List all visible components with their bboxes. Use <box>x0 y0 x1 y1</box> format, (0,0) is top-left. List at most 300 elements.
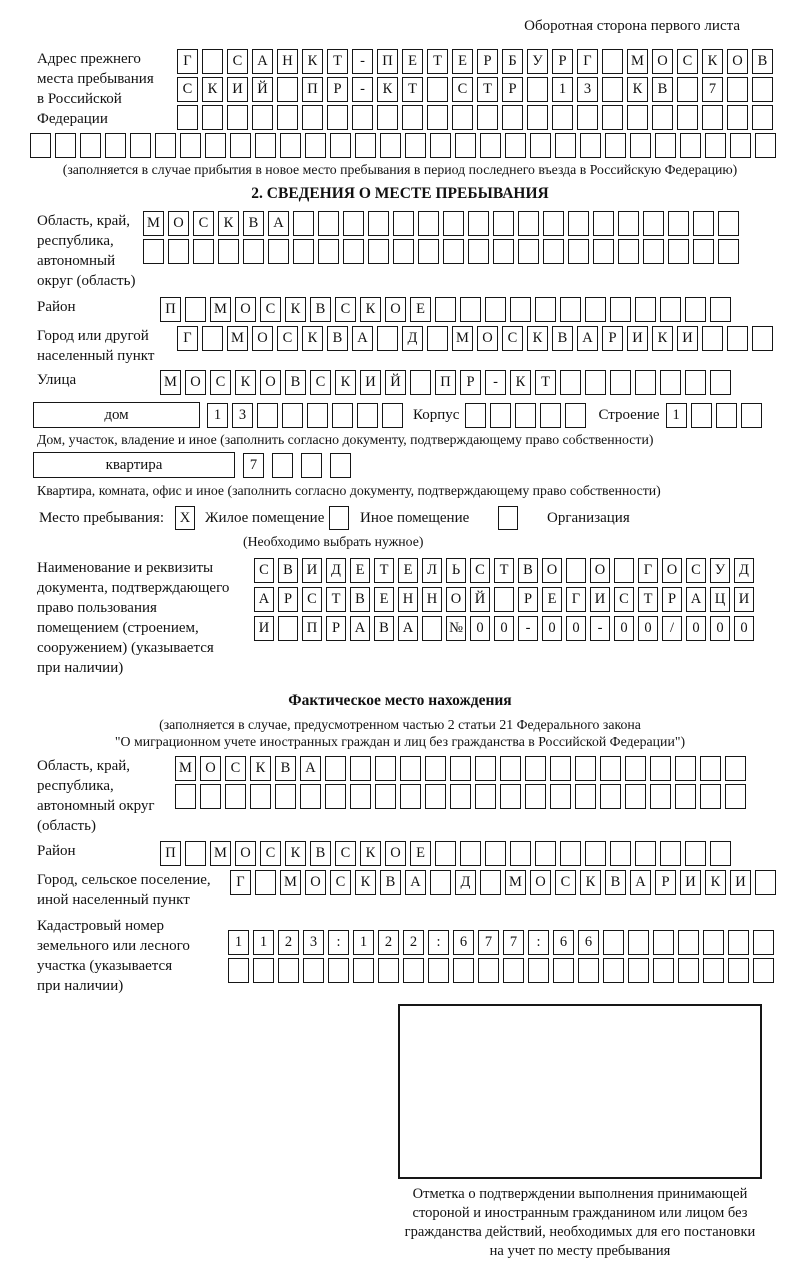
char-cell <box>628 930 649 955</box>
char-cell <box>600 756 621 781</box>
region-field <box>37 211 800 291</box>
char-cell <box>400 784 421 809</box>
char-cell <box>578 958 599 983</box>
char-cell <box>218 239 239 264</box>
apartment-caption: Квартира, комната, офис и иное (заполнить согласно документу, подтверждающему право собственности) <box>37 483 661 498</box>
char-cell <box>302 105 323 130</box>
char-cell: Р <box>502 77 523 102</box>
char-cell: Р <box>518 587 538 612</box>
char-cell <box>255 133 276 158</box>
char-cell: И <box>227 77 248 102</box>
apartment-box-label: квартира <box>33 452 235 478</box>
char-cell <box>465 403 486 428</box>
char-cell <box>568 239 589 264</box>
char-cell <box>710 841 731 866</box>
char-cell: : <box>328 930 349 955</box>
char-cell <box>353 958 374 983</box>
char-cell: 1 <box>253 930 274 955</box>
actual-city-row <box>230 870 776 895</box>
char-cell <box>553 958 574 983</box>
street-field <box>37 370 800 395</box>
char-cell <box>693 211 714 236</box>
char-cell <box>230 133 251 158</box>
char-cell <box>535 841 556 866</box>
char-cell <box>603 930 624 955</box>
char-cell: К <box>235 370 256 395</box>
cadastre-field <box>37 916 800 996</box>
char-cell: О <box>200 756 221 781</box>
char-cell <box>660 370 681 395</box>
region-row-2 <box>143 239 739 264</box>
char-cell <box>543 239 564 264</box>
char-cell <box>725 784 746 809</box>
char-cell: Р <box>278 587 298 612</box>
char-cell: К <box>302 49 323 74</box>
char-cell <box>585 841 606 866</box>
char-cell <box>368 211 389 236</box>
char-cell <box>602 105 623 130</box>
actual-district-field <box>37 841 800 866</box>
char-cell <box>680 133 701 158</box>
char-cell: И <box>730 870 751 895</box>
char-cell: Р <box>552 49 573 74</box>
char-cell <box>375 784 396 809</box>
char-cell: - <box>590 616 610 641</box>
actual-district-label: Район <box>37 843 76 859</box>
char-cell: Т <box>326 587 346 612</box>
char-cell <box>282 403 303 428</box>
actual-region-row-1 <box>175 756 746 781</box>
char-cell <box>427 105 448 130</box>
char-cell: К <box>302 326 323 351</box>
char-cell <box>255 870 276 895</box>
actual-district-row <box>160 841 731 866</box>
char-cell <box>418 239 439 264</box>
char-cell: 0 <box>686 616 706 641</box>
char-cell <box>493 239 514 264</box>
char-cell: 1 <box>207 403 228 428</box>
char-cell: Т <box>327 49 348 74</box>
char-cell <box>580 133 601 158</box>
char-cell: Т <box>477 77 498 102</box>
char-cell: В <box>243 211 264 236</box>
char-cell <box>403 958 424 983</box>
char-cell <box>443 239 464 264</box>
char-cell <box>703 958 724 983</box>
char-cell <box>477 105 498 130</box>
char-cell: О <box>385 841 406 866</box>
char-cell <box>455 133 476 158</box>
char-cell: - <box>352 77 373 102</box>
actual-location-title: Фактическое место нахождения <box>288 692 512 709</box>
char-cell: Н <box>422 587 442 612</box>
char-cell <box>755 870 776 895</box>
char-cell <box>328 958 349 983</box>
char-cell <box>752 326 773 351</box>
char-cell: В <box>605 870 626 895</box>
char-cell <box>30 133 51 158</box>
char-cell: П <box>302 77 323 102</box>
char-cell <box>280 133 301 158</box>
city-label: Город или другой населенный пункт <box>37 328 155 364</box>
char-cell: Т <box>494 558 514 583</box>
stay-type-checkbox-other <box>329 506 349 530</box>
char-cell: С <box>686 558 706 583</box>
char-cell <box>678 958 699 983</box>
char-cell <box>143 239 164 264</box>
char-cell <box>730 133 751 158</box>
char-cell <box>253 958 274 983</box>
region-label: Область, край, республика, автономный округ (область) <box>37 213 136 289</box>
char-cell <box>575 784 596 809</box>
char-cell <box>460 841 481 866</box>
korpus-cells <box>465 403 586 428</box>
char-cell: Т <box>638 587 658 612</box>
char-cell <box>555 133 576 158</box>
char-cell <box>402 105 423 130</box>
char-cell: К <box>285 841 306 866</box>
char-cell <box>605 133 626 158</box>
document-row-3 <box>254 616 754 641</box>
cadastre-row-1 <box>228 930 774 955</box>
region-row-1 <box>143 211 739 236</box>
char-cell <box>225 784 246 809</box>
char-cell <box>475 784 496 809</box>
char-cell: 0 <box>494 616 514 641</box>
char-cell: К <box>360 841 381 866</box>
char-cell <box>702 326 723 351</box>
previous-address-row-4 <box>30 133 800 158</box>
char-cell: П <box>160 297 181 322</box>
char-cell <box>685 841 706 866</box>
char-cell <box>378 958 399 983</box>
char-cell <box>500 756 521 781</box>
char-cell: О <box>530 870 551 895</box>
char-cell <box>502 105 523 130</box>
char-cell <box>380 133 401 158</box>
char-cell <box>618 239 639 264</box>
char-cell: С <box>193 211 214 236</box>
char-cell: У <box>710 558 730 583</box>
char-cell: К <box>360 297 381 322</box>
char-cell <box>635 297 656 322</box>
char-cell <box>430 870 451 895</box>
confirmation-mark-caption: Отметка о подтверждении выполнения принимающей стороной и иностранным гражданином или лицом без гражданства действий, необходимых для его постановки на учет по месту пребывания <box>404 1186 756 1259</box>
char-cell <box>753 958 774 983</box>
char-cell <box>566 558 586 583</box>
char-cell: С <box>614 587 634 612</box>
char-cell <box>718 239 739 264</box>
char-cell <box>610 841 631 866</box>
char-cell <box>527 105 548 130</box>
char-cell <box>303 958 324 983</box>
char-cell <box>382 403 403 428</box>
previous-address-row-3 <box>177 105 773 130</box>
char-cell <box>350 784 371 809</box>
char-cell <box>693 239 714 264</box>
char-cell <box>677 105 698 130</box>
char-cell <box>185 297 206 322</box>
char-cell: В <box>652 77 673 102</box>
char-cell: О <box>252 326 273 351</box>
char-cell <box>575 756 596 781</box>
char-cell: В <box>275 756 296 781</box>
char-cell <box>550 784 571 809</box>
char-cell: Е <box>350 558 370 583</box>
char-cell: : <box>428 930 449 955</box>
char-cell: Е <box>398 558 418 583</box>
house-box-label: дом <box>33 402 200 428</box>
char-cell <box>568 211 589 236</box>
char-cell: С <box>260 841 281 866</box>
char-cell: 6 <box>453 930 474 955</box>
char-cell: : <box>528 930 549 955</box>
char-cell <box>200 784 221 809</box>
char-cell: Д <box>734 558 754 583</box>
previous-address-field <box>37 49 800 130</box>
char-cell <box>643 239 664 264</box>
stay-type-checkbox-residential: X <box>175 506 195 530</box>
char-cell <box>350 756 371 781</box>
char-cell <box>168 239 189 264</box>
char-cell <box>355 133 376 158</box>
previous-address-row-1 <box>177 49 773 74</box>
char-cell: Й <box>385 370 406 395</box>
char-cell: М <box>210 297 231 322</box>
char-cell: С <box>555 870 576 895</box>
char-cell: К <box>218 211 239 236</box>
stay-type-row <box>39 505 800 531</box>
char-cell: А <box>254 587 274 612</box>
char-cell <box>418 211 439 236</box>
char-cell <box>653 958 674 983</box>
char-cell: С <box>177 77 198 102</box>
char-cell <box>718 211 739 236</box>
char-cell <box>660 297 681 322</box>
actual-location-caption-1: (заполняется в случае, предусмотренном частью 2 статьи 21 Федерального закона <box>159 717 641 732</box>
char-cell: Р <box>327 77 348 102</box>
char-cell <box>525 784 546 809</box>
char-cell <box>375 756 396 781</box>
char-cell: С <box>470 558 490 583</box>
char-cell <box>728 958 749 983</box>
char-cell: К <box>527 326 548 351</box>
char-cell: С <box>310 370 331 395</box>
district-row <box>160 297 731 322</box>
char-cell: 0 <box>734 616 754 641</box>
char-cell <box>500 784 521 809</box>
char-cell <box>368 239 389 264</box>
actual-city-field <box>37 870 800 910</box>
char-cell <box>635 370 656 395</box>
street-label: Улица <box>37 372 77 388</box>
char-cell: Е <box>410 841 431 866</box>
char-cell: К <box>285 297 306 322</box>
char-cell <box>490 403 511 428</box>
char-cell <box>650 784 671 809</box>
char-cell: А <box>686 587 706 612</box>
char-cell: И <box>680 870 701 895</box>
char-cell: Т <box>402 77 423 102</box>
char-cell: 0 <box>566 616 586 641</box>
char-cell: 2 <box>403 930 424 955</box>
char-cell: Р <box>655 870 676 895</box>
char-cell: С <box>335 297 356 322</box>
char-cell: И <box>360 370 381 395</box>
char-cell <box>503 958 524 983</box>
district-label: Район <box>37 299 76 315</box>
char-cell <box>435 297 456 322</box>
char-cell <box>377 326 398 351</box>
char-cell: С <box>254 558 274 583</box>
char-cell: И <box>677 326 698 351</box>
char-cell <box>627 105 648 130</box>
char-cell <box>600 784 621 809</box>
char-cell <box>130 133 151 158</box>
char-cell <box>393 211 414 236</box>
char-cell: У <box>527 49 548 74</box>
actual-region-label: Область, край, республика, автономный округ (область) <box>37 758 155 834</box>
char-cell <box>610 370 631 395</box>
section2-title: 2. СВЕДЕНИЯ О МЕСТЕ ПРЕБЫВАНИЯ <box>251 185 549 202</box>
char-cell <box>452 105 473 130</box>
char-cell <box>550 756 571 781</box>
char-cell <box>660 841 681 866</box>
char-cell <box>585 370 606 395</box>
char-cell: В <box>327 326 348 351</box>
char-cell: В <box>278 558 298 583</box>
char-cell: 6 <box>578 930 599 955</box>
char-cell <box>655 133 676 158</box>
char-cell <box>565 403 586 428</box>
char-cell: С <box>677 49 698 74</box>
char-cell <box>678 930 699 955</box>
char-cell <box>668 211 689 236</box>
char-cell: С <box>227 49 248 74</box>
char-cell: Л <box>422 558 442 583</box>
char-cell: Н <box>277 49 298 74</box>
char-cell <box>668 239 689 264</box>
char-cell: 3 <box>303 930 324 955</box>
char-cell <box>307 403 328 428</box>
char-cell: П <box>160 841 181 866</box>
char-cell: 7 <box>503 930 524 955</box>
char-cell: - <box>485 370 506 395</box>
char-cell <box>518 239 539 264</box>
char-cell <box>300 784 321 809</box>
char-cell <box>275 784 296 809</box>
char-cell: Т <box>535 370 556 395</box>
document-label: Наименование и реквизиты документа, подтверждающего право пользования помещением (строением, сооружением) (указывается при наличии) <box>37 560 230 676</box>
char-cell <box>728 930 749 955</box>
char-cell <box>443 211 464 236</box>
char-cell <box>330 453 351 478</box>
confirmation-mark-box <box>398 1004 762 1179</box>
char-cell <box>330 133 351 158</box>
form-back-page <box>0 18 800 1259</box>
char-cell: Е <box>374 587 394 612</box>
char-cell <box>175 784 196 809</box>
char-cell <box>755 133 776 158</box>
char-cell <box>55 133 76 158</box>
char-cell: О <box>235 841 256 866</box>
char-cell: К <box>652 326 673 351</box>
char-cell <box>318 239 339 264</box>
char-cell <box>377 105 398 130</box>
char-cell <box>80 133 101 158</box>
char-cell: С <box>277 326 298 351</box>
char-cell <box>530 133 551 158</box>
char-cell <box>727 105 748 130</box>
char-cell: М <box>452 326 473 351</box>
char-cell: В <box>752 49 773 74</box>
char-cell <box>628 958 649 983</box>
char-cell <box>277 77 298 102</box>
char-cell <box>552 105 573 130</box>
previous-address-caption: (заполняется в случае прибытия в новое место пребывания в период последнего въезда в Российскую Федерацию) <box>62 162 738 177</box>
char-cell <box>435 841 456 866</box>
char-cell: В <box>285 370 306 395</box>
char-cell: К <box>627 77 648 102</box>
char-cell: М <box>280 870 301 895</box>
stroenie-label: Строение <box>598 407 660 423</box>
actual-region-field <box>37 756 800 836</box>
char-cell <box>527 77 548 102</box>
char-cell <box>205 133 226 158</box>
char-cell: П <box>302 616 322 641</box>
char-cell: Е <box>542 587 562 612</box>
char-cell: 7 <box>478 930 499 955</box>
char-cell: Н <box>398 587 418 612</box>
char-cell <box>727 326 748 351</box>
char-cell: 0 <box>638 616 658 641</box>
char-cell: Е <box>452 49 473 74</box>
char-cell <box>425 756 446 781</box>
char-cell: В <box>518 558 538 583</box>
actual-region-row-2 <box>175 784 746 809</box>
char-cell <box>494 587 514 612</box>
char-cell <box>525 756 546 781</box>
char-cell <box>422 616 442 641</box>
char-cell: Г <box>577 49 598 74</box>
char-cell: О <box>305 870 326 895</box>
char-cell: Е <box>410 297 431 322</box>
char-cell: Г <box>177 49 198 74</box>
char-cell <box>357 403 378 428</box>
char-cell: 1 <box>228 930 249 955</box>
char-cell: И <box>627 326 648 351</box>
char-cell: О <box>652 49 673 74</box>
char-cell <box>105 133 126 158</box>
char-cell: 0 <box>614 616 634 641</box>
char-cell: П <box>377 49 398 74</box>
document-row-2 <box>254 587 754 612</box>
char-cell: С <box>330 870 351 895</box>
char-cell: А <box>352 326 373 351</box>
char-cell: 2 <box>278 930 299 955</box>
char-cell <box>635 841 656 866</box>
char-cell <box>453 958 474 983</box>
char-cell <box>430 133 451 158</box>
char-cell: К <box>377 77 398 102</box>
char-cell <box>752 105 773 130</box>
char-cell: Ь <box>446 558 466 583</box>
char-cell: С <box>502 326 523 351</box>
char-cell <box>185 841 206 866</box>
char-cell <box>252 105 273 130</box>
char-cell: К <box>510 370 531 395</box>
char-cell <box>577 105 598 130</box>
